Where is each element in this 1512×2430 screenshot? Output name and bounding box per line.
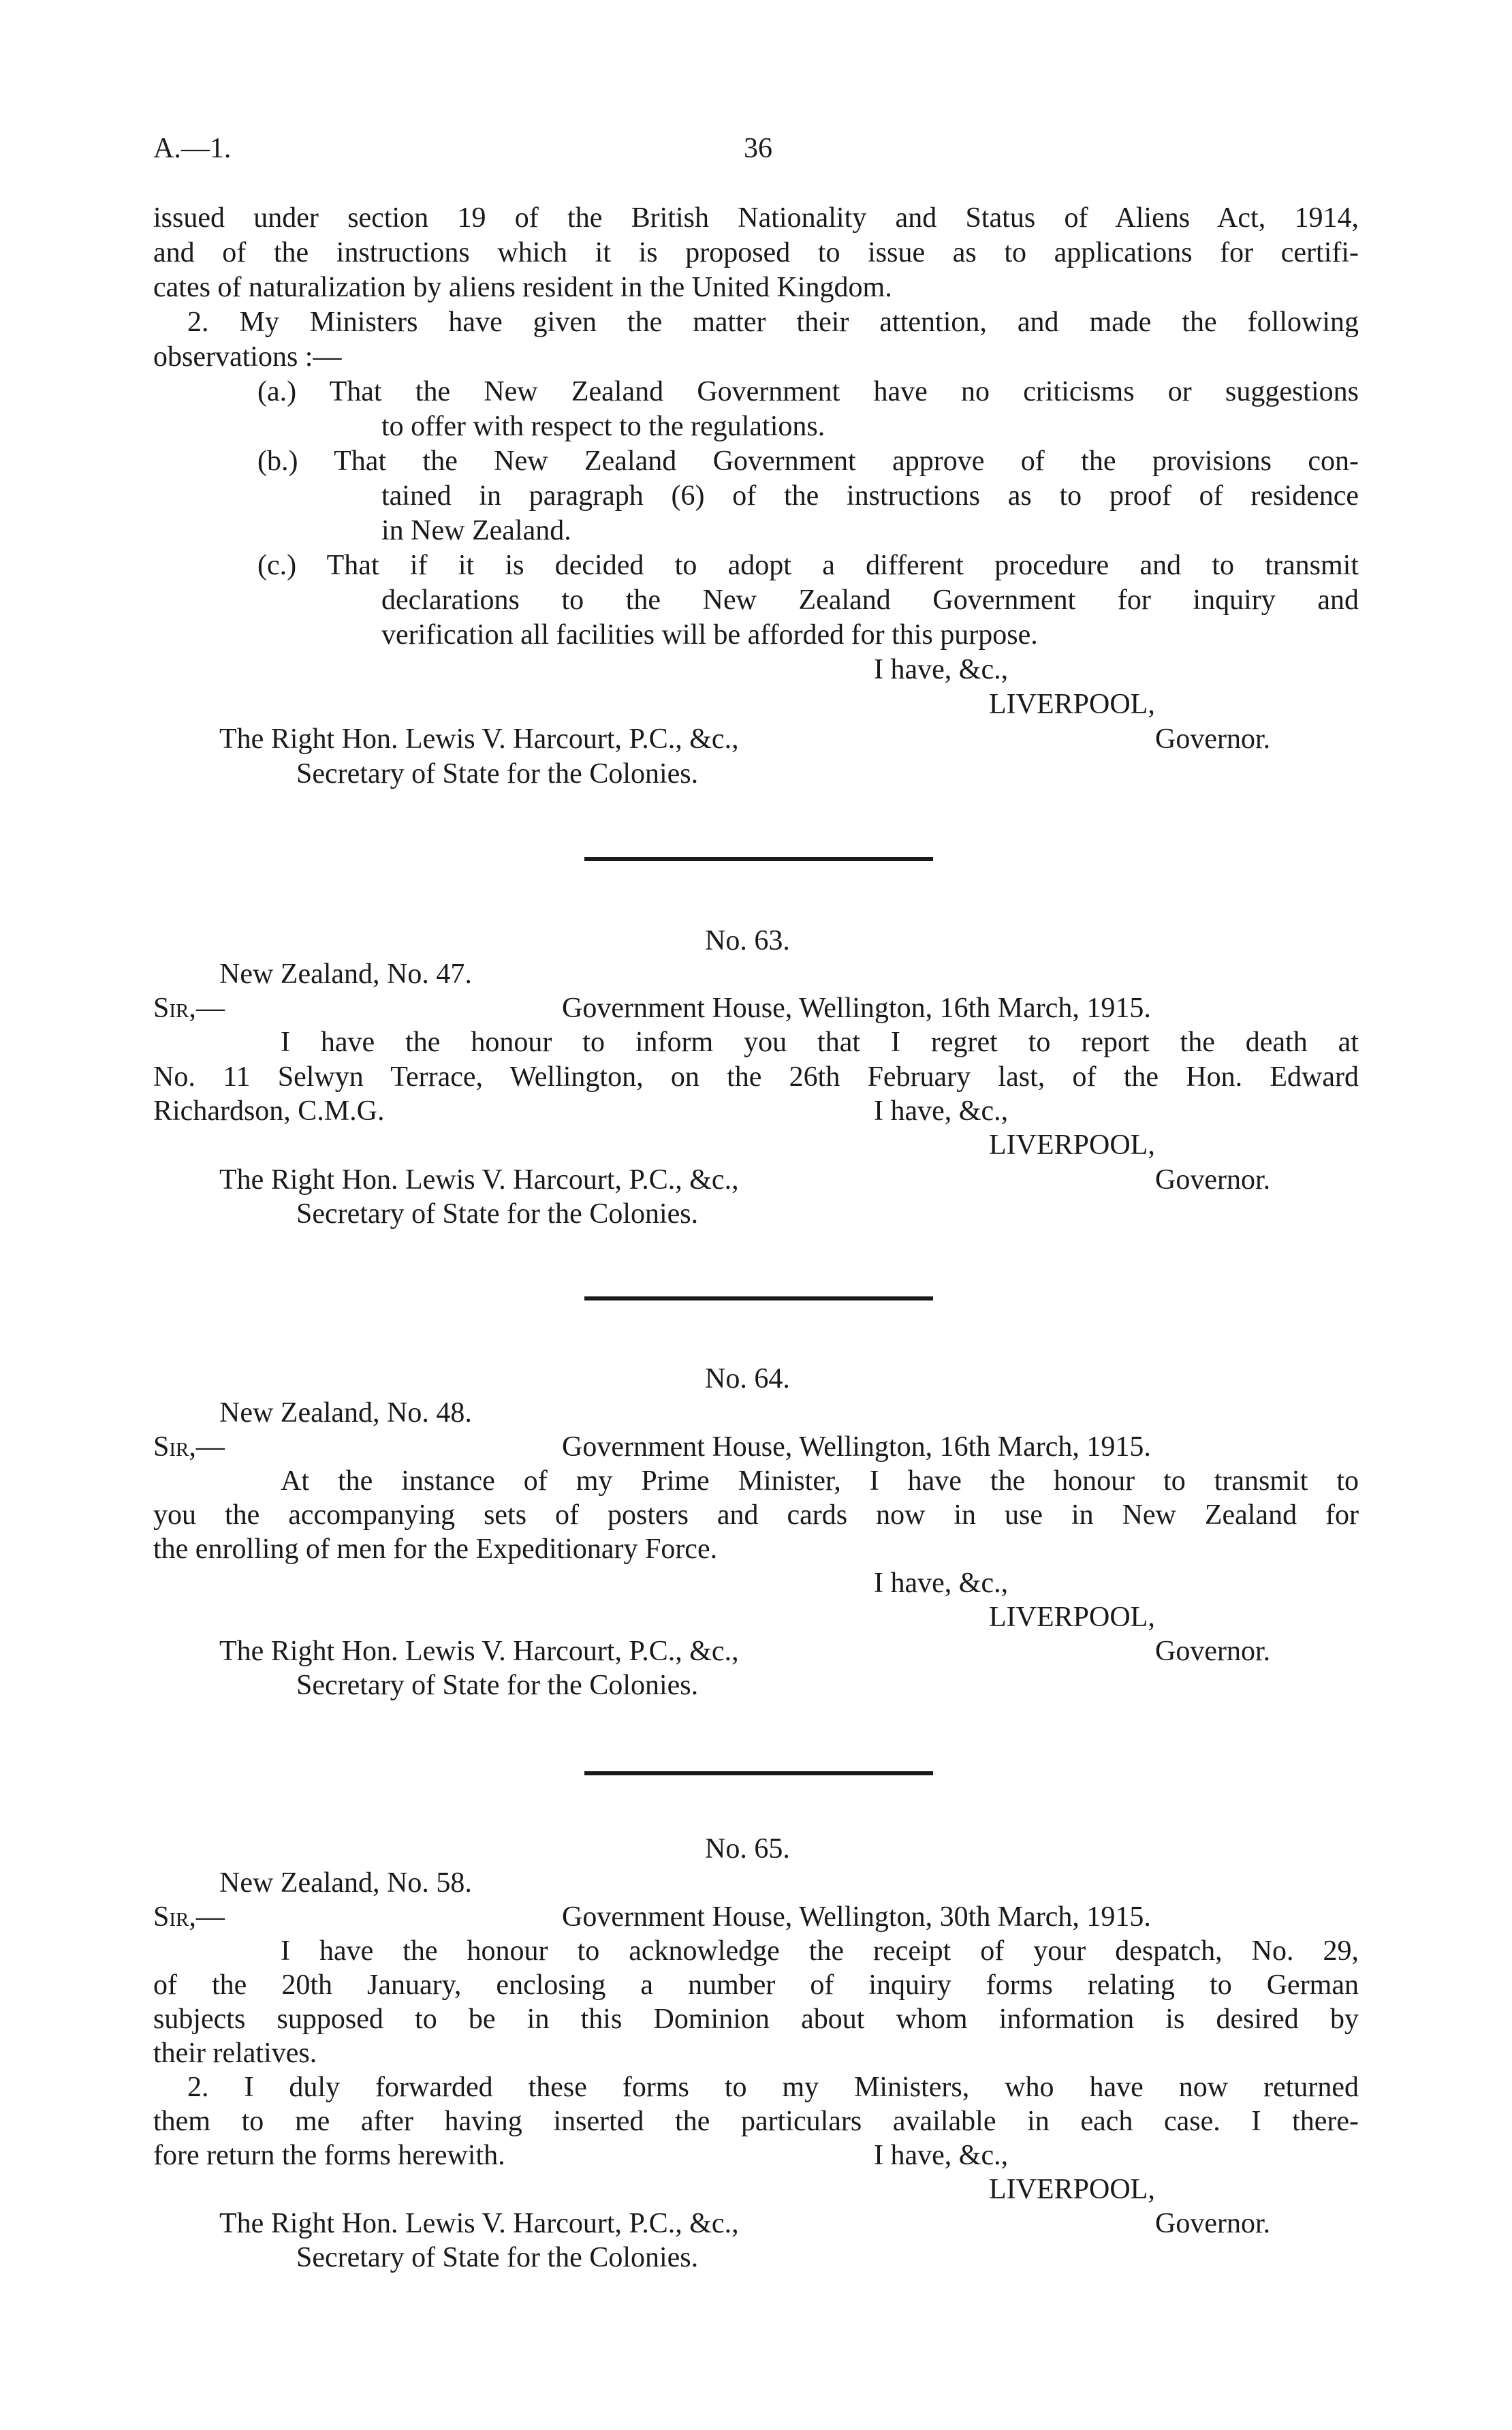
signature-title: Governor. <box>1155 2208 1271 2239</box>
body-line: cates of naturalization by aliens resident in the United Kingdom. <box>153 272 892 303</box>
paragraph-2-line: 2. I duly forwarded these forms to my Ministers, who have now returned <box>187 2072 1359 2103</box>
addressee: The Right Hon. Lewis V. Harcourt, P.C., &c., <box>219 1164 739 1196</box>
section-divider <box>584 1296 933 1300</box>
body-line: of the 20th January, enclosing a number of inquiry forms relating to German <box>153 1969 1359 2001</box>
signature: LIVERPOOL, <box>989 689 1155 720</box>
closing: I have, &c., <box>874 1568 1009 1599</box>
closing: I have, &c., <box>874 2140 1009 2171</box>
body-line: No. 11 Selwyn Terrace, Wellington, on the 26th February last, of the Hon. Edward <box>153 1061 1359 1093</box>
letter-number: No. 65. <box>705 1833 790 1865</box>
reference: New Zealand, No. 48. <box>219 1397 472 1429</box>
body-line: I have the honour to inform you that I regret to report the death at <box>281 1027 1359 1058</box>
addressee: The Right Hon. Lewis V. Harcourt, P.C., &c., <box>219 2208 739 2239</box>
list-item-b: (b.) That the New Zealand Government approve of the provisions con- <box>257 446 1359 477</box>
document-code: A.—1. <box>153 133 232 164</box>
body-line: their relatives. <box>153 2038 317 2069</box>
letter-number: No. 64. <box>705 1363 790 1395</box>
signature: LIVERPOOL, <box>989 1130 1155 1161</box>
paragraph-2-line: them to me after having inserted the particulars available in each case. I there- <box>153 2106 1359 2137</box>
list-item-a: (a.) That the New Zealand Government have no criticisms or suggestions <box>257 376 1359 407</box>
closing: I have, &c., <box>874 1095 1009 1127</box>
salutation: Sir,— <box>153 1431 225 1463</box>
salutation: Sir,— <box>153 1901 225 1933</box>
signature-title: Governor. <box>1155 1164 1271 1196</box>
list-item-c: (c.) That if it is decided to adopt a different procedure and to transmit <box>257 550 1359 581</box>
signature-title: Governor. <box>1155 723 1271 755</box>
body-line: At the instance of my Prime Minister, I have the honour to transmit to <box>281 1465 1359 1497</box>
place-date: Government House, Wellington, 30th March, 1915. <box>562 1901 1151 1933</box>
addressee-title: Secretary of State for the Colonies. <box>296 1670 699 1701</box>
reference: New Zealand, No. 58. <box>219 1867 472 1899</box>
body-line: and of the instructions which it is proposed to issue as to applications for certifi- <box>153 237 1359 268</box>
list-item-c-cont: declarations to the New Zealand Government for inquiry and <box>381 585 1359 616</box>
body-line: issued under section 19 of the British Nationality and Status of Aliens Act, 1914, <box>153 202 1359 234</box>
letter-number: No. 63. <box>705 925 790 956</box>
list-item-c-cont: verification all facilities will be afforded for this purpose. <box>381 619 1038 651</box>
section-divider <box>584 1771 933 1775</box>
closing: I have, &c., <box>874 654 1009 685</box>
paragraph-2-line: observations :— <box>153 341 342 373</box>
addressee-title: Secretary of State for the Colonies. <box>296 758 699 790</box>
signature: LIVERPOOL, <box>989 2174 1155 2205</box>
signature: LIVERPOOL, <box>989 1602 1155 1633</box>
section-divider <box>584 857 933 861</box>
body-line: you the accompanying sets of posters and cards now in use in New Zealand for <box>153 1499 1359 1531</box>
paragraph-2-line: fore return the forms herewith. <box>153 2140 505 2171</box>
body-line: Richardson, C.M.G. <box>153 1095 385 1127</box>
addressee: The Right Hon. Lewis V. Harcourt, P.C., &c., <box>219 723 739 755</box>
addressee-title: Secretary of State for the Colonies. <box>296 2242 699 2273</box>
list-item-a-cont: to offer with respect to the regulations. <box>381 411 825 442</box>
list-item-b-cont: in New Zealand. <box>381 515 571 546</box>
paragraph-2-line: 2. My Ministers have given the matter their attention, and made the following <box>187 307 1359 338</box>
body-line: the enrolling of men for the Expeditionary Force. <box>153 1533 718 1565</box>
place-date: Government House, Wellington, 16th March, 1915. <box>562 993 1151 1024</box>
addressee-title: Secretary of State for the Colonies. <box>296 1198 699 1230</box>
reference: New Zealand, No. 47. <box>219 959 472 990</box>
place-date: Government House, Wellington, 16th March, 1915. <box>562 1431 1151 1463</box>
signature-title: Governor. <box>1155 1636 1271 1667</box>
addressee: The Right Hon. Lewis V. Harcourt, P.C., &c., <box>219 1636 739 1667</box>
salutation: Sir,— <box>153 993 225 1024</box>
list-item-b-cont: tained in paragraph (6) of the instructions as to proof of residence <box>381 480 1359 512</box>
page-number: 36 <box>744 133 772 164</box>
body-line: I have the honour to acknowledge the receipt of your despatch, No. 29, <box>281 1935 1359 1967</box>
body-line: subjects supposed to be in this Dominion about whom information is desired by <box>153 2004 1359 2035</box>
